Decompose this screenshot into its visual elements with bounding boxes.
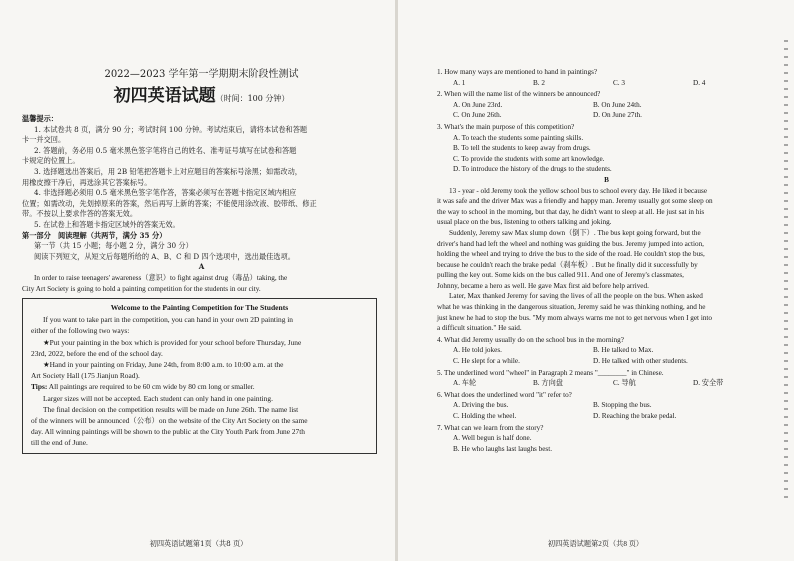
page-title <box>22 85 381 110</box>
option: A. He told jokes. <box>453 346 502 355</box>
q2-options <box>437 100 776 111</box>
passage-b <box>437 186 776 334</box>
option: A. 车轮 <box>453 379 477 388</box>
notice-line: 用橡皮擦干净后，再选涂其它答案标号。 <box>22 177 152 187</box>
option: B. He talked to Max. <box>593 346 654 355</box>
box-line: till the end of June. <box>31 438 88 448</box>
tips-line <box>31 381 368 392</box>
option: C. To provide the students with some art knowledge. <box>453 154 605 163</box>
notice-line: 带。不按以上要求作答的答案无效。 <box>22 209 138 219</box>
option: A. 1 <box>453 78 466 87</box>
question-2: 2. When will the name list of the winners be announced? <box>437 90 601 99</box>
part-heading: 第一部分 阅读理解（共两节，满分 35 分） <box>22 230 167 240</box>
notice-list <box>22 125 381 231</box>
notice-line: 位置；如需改动，先划掉原来的答案，然后再写上新的答案；不能使用涂改液、胶带纸、修正 <box>22 198 317 208</box>
passage-line: the way to school in the morning, but that day, he didn't want to sleep at all. He just sat in his <box>437 207 705 216</box>
option: C. On June 26th. <box>453 111 502 120</box>
passage-b-label: B <box>604 175 609 184</box>
intro-line: In order to raise teenagers' awareness（意识）to fight against drug（毒品）taking, the <box>34 273 288 282</box>
q4-options <box>437 356 776 367</box>
tips-text: All paintings are required to be 60 cm wide by 80 cm long or smaller. <box>47 382 255 392</box>
box-line: of the winners will be announced（公布）on the website of the City Art Society on the same <box>31 415 308 425</box>
question-5: 5. The underlined word "wheel" in Paragraph 2 means "________" in Chinese. <box>437 368 664 377</box>
option: C. He slept for a while. <box>453 357 520 366</box>
passage-line: holding the wheel and trying to drive the bus to the side of the road. He couldn't stop the bus, <box>437 250 705 259</box>
section-heading: 第一节（共 15 小题；每小题 2 分，满分 30 分） <box>34 241 193 251</box>
right-page <box>397 0 794 561</box>
option: A. Driving the bus. <box>453 401 509 410</box>
passage-line: because he couldn't reach the brake pedal（刹车板）. But he finally did it successfully by <box>437 260 698 269</box>
tips-label: Tips: <box>31 382 48 392</box>
passage-line: Later, Max thanked Jeremy for saving the lives of all the people on the bus. When asked <box>449 292 703 301</box>
q6-options <box>437 411 776 422</box>
notice-line: 4. 非选择题必须用 0.5 毫米黑色签字笔作答，答案必须写在答题卡指定区域内相应 <box>34 188 297 198</box>
passage-line: driver's hand had left the wheel and nothing was guiding the bus. Jeremy jumped into action, <box>437 239 704 248</box>
question-7: 7. What can we learn from the story? <box>437 423 544 432</box>
box-line: Larger sizes will not be accepted. Each student can only hand in one painting. <box>43 393 273 403</box>
option: B. 2 <box>533 78 545 87</box>
instruction-text: 阅读下列短文，从短文后每题所给的 A、B、C 和 D 四个选项中，选出最佳选项。 <box>34 251 295 261</box>
option: C. Holding the wheel. <box>453 412 517 420</box>
question-4: 4. What did Jeremy usually do on the school bus in the morning? <box>437 335 624 344</box>
passage-line: Suddenly, Jeremy saw Max slump down（倒下）. The bus kept going forward, but the <box>449 228 701 237</box>
option: B. Stopping the bus. <box>593 401 652 410</box>
box-line: day. All winning paintings will be shown to the public at the City Youth Park from June 27th <box>31 427 305 437</box>
box-title: Welcome to the Painting Competition for The Students <box>110 303 289 313</box>
exam-header: 2022—2023 学年第一学期期末阶段性测试 <box>104 69 299 80</box>
option: B. On June 24th. <box>593 100 642 109</box>
page-footer: 初四英语试题第1页（共8 页） <box>149 539 248 548</box>
question-1: 1. How many ways are mentioned to hand in paintings? <box>437 68 598 76</box>
competition-notice-box <box>22 298 377 453</box>
notice-line: 卡一并交回。 <box>22 135 66 145</box>
q1-options <box>437 78 776 89</box>
q7-options <box>437 433 776 454</box>
q5-options <box>437 378 776 389</box>
passage-a-label: A <box>198 262 205 272</box>
time-note: （时间：100 分钟） <box>215 94 290 103</box>
passage-line: Johnny, became a hero as well. He gave Max first aid before help arrived. <box>437 281 649 290</box>
box-line: If you want to take part in the competition, you can hand in your own 2D painting in <box>43 315 293 325</box>
option: A. To teach the students some painting skills. <box>453 133 584 142</box>
passage-line: just knew he had to stop the bus. "My mom always warns me not to get nervous when I get into <box>437 313 713 322</box>
box-line: Art Society Hall (175 Jianjun Road). <box>31 371 140 381</box>
notice-line: 1. 本试卷共 8 页，满分 90 分；考试时间 100 分钟。考试结束后，请将本试卷和答题 <box>34 124 308 134</box>
option: D. He talked with other students. <box>593 357 688 366</box>
notice-line: 5. 在试卷上和答题卡指定区域外的答案无效。 <box>34 219 180 229</box>
q4-options <box>437 345 776 356</box>
q3-options <box>437 133 776 175</box>
box-line: ★Put your painting in the box which is provided for your school before Thursday, June <box>43 337 302 347</box>
option: D. 4 <box>693 78 706 87</box>
box-line: 23rd, 2022, before the end of the school day. <box>31 348 163 358</box>
question-3: 3. What's the main purpose of this competition? <box>437 122 575 131</box>
title-text: 初四英语试题 <box>113 86 216 106</box>
intro-line: City Art Society is going to hold a painting competition for the students in our city. <box>22 284 261 293</box>
option: D. 安全带 <box>693 379 724 388</box>
q6-options <box>437 400 776 411</box>
notice-line: 3. 选择题选出答案后，用 2B 铅笔把答题卡上对应题目的答案标号涂黑；如需改动， <box>34 166 302 176</box>
q2-options <box>437 110 776 121</box>
box-line: either of the following two ways: <box>31 326 130 336</box>
option: D. On June 27th. <box>593 111 642 120</box>
option: B. 方向盘 <box>533 379 563 388</box>
option: B. To tell the students to keep away from drugs. <box>453 144 591 153</box>
option: D. Reaching the brake pedal. <box>593 412 677 420</box>
passage-line: it was safe and the driver Max was a friendly and happy man. Jeremy usually got some sleep on <box>437 197 713 206</box>
notice-line: 2. 答题前，务必用 0.5 毫米黑色签字笔将自己的姓名、准考证号填写在试卷和答题 <box>34 145 297 155</box>
notice-heading: 温馨提示： <box>22 114 58 123</box>
question-6: 6. What does the underlined word "it" refer to? <box>437 390 572 399</box>
passage-line: 13 - year - old Jeremy took the yellow school bus to school every day. He liked it because <box>449 186 708 195</box>
passage-line: usual place on the bus, listening to others talking and joking. <box>437 218 612 227</box>
notice-line: 卡规定的位置上。 <box>22 156 80 166</box>
box-line: ★Hand in your painting on Friday, June 24th, from 8:00 a.m. to 10:00 a.m. at the <box>43 359 284 369</box>
passage-line: what he was thinking in the dangerous situation, Jeremy said he was thinking nothing, and he <box>437 303 706 312</box>
option: D. To introduce the history of the drugs to the students. <box>453 165 612 174</box>
option: B. He who laughs last laughs best. <box>453 444 553 453</box>
page-footer: 初四英语试题第2页（共8 页） <box>547 540 644 548</box>
passage-line: a difficult situation." He said. <box>437 324 522 333</box>
passage-line: pulling the key out. Some kids on the bus called 911. And one of Jeremy's classmates, <box>437 271 684 280</box>
box-line: The final decision on the competition results will be made on June 26th. The name list <box>43 404 299 414</box>
option: A. Well begun is half done. <box>453 434 532 443</box>
option: C. 导航 <box>613 379 636 388</box>
option: C. 3 <box>613 78 625 87</box>
option: A. On June 23rd. <box>453 100 503 109</box>
